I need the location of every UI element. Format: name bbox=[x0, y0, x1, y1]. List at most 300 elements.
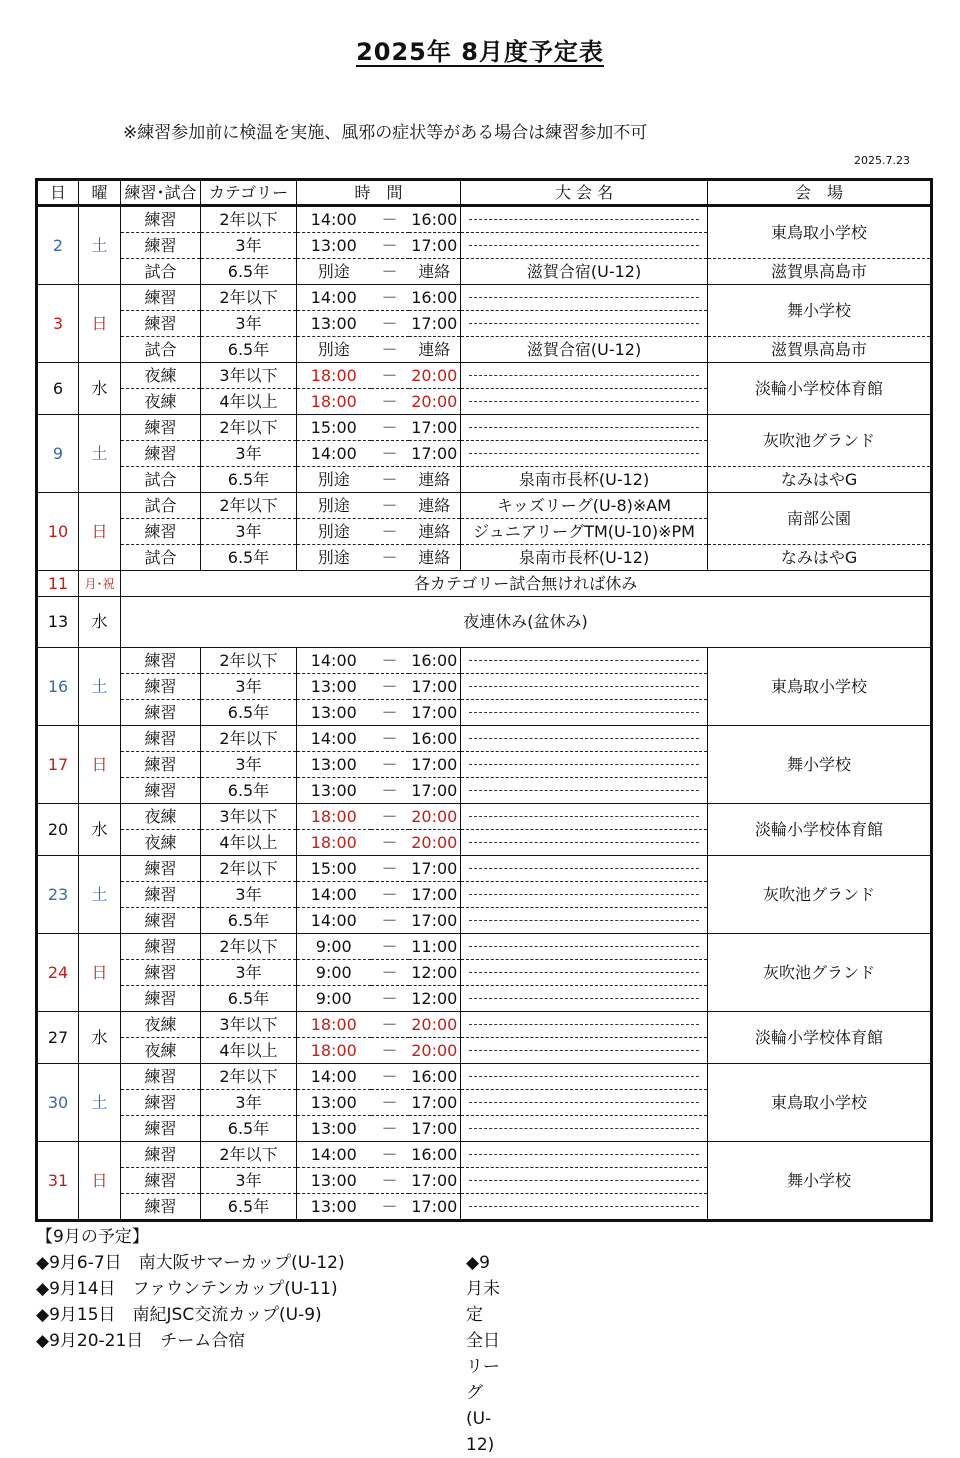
day-cell: 13 bbox=[37, 597, 79, 648]
time-start-cell: 15:00 bbox=[297, 856, 371, 882]
table-row bbox=[37, 415, 932, 441]
time-start-cell: 15:00 bbox=[297, 415, 371, 441]
time-start-cell: 18:00 bbox=[297, 1038, 371, 1064]
type-cell: 練習 bbox=[121, 1142, 201, 1168]
time-start-cell: 13:00 bbox=[297, 1116, 371, 1142]
venue-cell: なみはやG bbox=[708, 467, 932, 493]
time-end-cell: 16:00 bbox=[409, 285, 461, 311]
time-start-cell: 13:00 bbox=[297, 233, 371, 259]
empty-event-line bbox=[469, 920, 699, 921]
time-end-cell: 17:00 bbox=[409, 415, 461, 441]
event-cell: 泉南市長杯(U-12) bbox=[461, 545, 708, 571]
type-cell: 練習 bbox=[121, 882, 201, 908]
day-cell: 24 bbox=[37, 934, 79, 1012]
type-cell: 夜練 bbox=[121, 1012, 201, 1038]
table-row bbox=[37, 1012, 932, 1038]
event-cell-empty bbox=[461, 1012, 708, 1038]
page-title: 2025年 8月度予定表 bbox=[356, 38, 604, 66]
time-dash-cell: － bbox=[371, 545, 409, 571]
category-cell: 4年以上 bbox=[201, 389, 297, 415]
type-cell: 練習 bbox=[121, 960, 201, 986]
event-cell: ジュニアリーグTM(U-10)※PM bbox=[461, 519, 708, 545]
type-cell: 練習 bbox=[121, 285, 201, 311]
time-dash-cell: － bbox=[371, 648, 409, 674]
table-row bbox=[37, 648, 932, 674]
empty-event-line bbox=[469, 712, 699, 713]
table-row bbox=[37, 493, 932, 519]
type-cell: 練習 bbox=[121, 1064, 201, 1090]
time-start-cell: 別途 bbox=[297, 337, 371, 363]
time-start-cell: 14:00 bbox=[297, 726, 371, 752]
day-cell: 2 bbox=[37, 206, 79, 285]
time-dash-cell: － bbox=[371, 493, 409, 519]
type-cell: 練習 bbox=[121, 233, 201, 259]
table-row bbox=[37, 363, 932, 389]
empty-event-line bbox=[469, 816, 699, 817]
weekday-cell: 水 bbox=[79, 363, 121, 415]
category-cell: 6.5年 bbox=[201, 908, 297, 934]
footer-item: ◆9月6-7日 南大阪サマーカップ(U-12) bbox=[36, 1253, 345, 1273]
category-cell: 6.5年 bbox=[201, 1116, 297, 1142]
time-dash-cell: － bbox=[371, 285, 409, 311]
time-end-cell: 連絡 bbox=[409, 519, 461, 545]
time-end-cell: 16:00 bbox=[409, 1064, 461, 1090]
category-cell: 2年以下 bbox=[201, 206, 297, 233]
category-cell: 4年以上 bbox=[201, 830, 297, 856]
day-cell: 23 bbox=[37, 856, 79, 934]
time-start-cell: 13:00 bbox=[297, 1168, 371, 1194]
table-row bbox=[37, 856, 932, 882]
time-start-cell: 別途 bbox=[297, 519, 371, 545]
venue-cell: 淡輪小学校体育館 bbox=[708, 804, 932, 856]
time-end-cell: 連絡 bbox=[409, 493, 461, 519]
venue-cell: 舞小学校 bbox=[708, 285, 932, 337]
event-cell-empty bbox=[461, 233, 708, 259]
type-cell: 試合 bbox=[121, 493, 201, 519]
header-category: カテゴリー bbox=[201, 180, 297, 206]
event-cell-empty bbox=[461, 1038, 708, 1064]
empty-event-line bbox=[469, 297, 699, 298]
category-cell: 2年以下 bbox=[201, 1142, 297, 1168]
time-end-cell: 20:00 bbox=[409, 830, 461, 856]
time-start-cell: 13:00 bbox=[297, 1194, 371, 1221]
time-end-cell: 17:00 bbox=[409, 856, 461, 882]
time-start-cell: 13:00 bbox=[297, 311, 371, 337]
weekday-cell: 日 bbox=[79, 285, 121, 363]
category-cell: 6.5年 bbox=[201, 259, 297, 285]
time-dash-cell: － bbox=[371, 674, 409, 700]
time-end-cell: 20:00 bbox=[409, 1012, 461, 1038]
day-cell: 20 bbox=[37, 804, 79, 856]
table-row bbox=[37, 337, 932, 363]
category-cell: 3年 bbox=[201, 960, 297, 986]
type-cell: 練習 bbox=[121, 726, 201, 752]
time-end-cell: 20:00 bbox=[409, 363, 461, 389]
time-start-cell: 13:00 bbox=[297, 700, 371, 726]
event-cell: 滋賀合宿(U-12) bbox=[461, 259, 708, 285]
venue-cell: 淡輪小学校体育館 bbox=[708, 1012, 932, 1064]
weekday-cell: 日 bbox=[79, 493, 121, 571]
weekday-cell: 土 bbox=[79, 415, 121, 493]
empty-event-line bbox=[469, 1076, 699, 1077]
time-end-cell: 17:00 bbox=[409, 441, 461, 467]
empty-event-line bbox=[469, 790, 699, 791]
venue-cell: 灰吹池グランド bbox=[708, 934, 932, 1012]
event-cell-empty bbox=[461, 726, 708, 752]
event-cell: 滋賀合宿(U-12) bbox=[461, 337, 708, 363]
event-cell-empty bbox=[461, 285, 708, 311]
type-cell: 試合 bbox=[121, 337, 201, 363]
time-end-cell: 11:00 bbox=[409, 934, 461, 960]
type-cell: 夜練 bbox=[121, 804, 201, 830]
time-start-cell: 14:00 bbox=[297, 1064, 371, 1090]
time-dash-cell: － bbox=[371, 752, 409, 778]
venue-cell: 滋賀県高島市 bbox=[708, 259, 932, 285]
event-cell-empty bbox=[461, 856, 708, 882]
footer-item: ◆9月20-21日 チーム合宿 bbox=[36, 1331, 246, 1351]
event-cell-empty bbox=[461, 934, 708, 960]
table-row bbox=[37, 804, 932, 830]
time-start-cell: 18:00 bbox=[297, 389, 371, 415]
time-start-cell: 14:00 bbox=[297, 441, 371, 467]
empty-event-line bbox=[469, 686, 699, 687]
day-cell: 30 bbox=[37, 1064, 79, 1142]
day-cell: 27 bbox=[37, 1012, 79, 1064]
empty-event-line bbox=[469, 375, 699, 376]
venue-cell: 淡輪小学校体育館 bbox=[708, 363, 932, 415]
event-cell-empty bbox=[461, 389, 708, 415]
weekday-cell: 日 bbox=[79, 726, 121, 804]
type-cell: 練習 bbox=[121, 752, 201, 778]
empty-event-line bbox=[469, 894, 699, 895]
time-end-cell: 12:00 bbox=[409, 986, 461, 1012]
empty-event-line bbox=[469, 1128, 699, 1129]
time-end-cell: 17:00 bbox=[409, 233, 461, 259]
category-cell: 6.5年 bbox=[201, 778, 297, 804]
event-cell-empty bbox=[461, 206, 708, 233]
header-day: 日 bbox=[37, 180, 79, 206]
event-cell-empty bbox=[461, 415, 708, 441]
day-cell: 10 bbox=[37, 493, 79, 571]
empty-event-line bbox=[469, 219, 699, 220]
time-start-cell: 13:00 bbox=[297, 674, 371, 700]
time-start-cell: 9:00 bbox=[297, 986, 371, 1012]
time-dash-cell: － bbox=[371, 986, 409, 1012]
time-start-cell: 別途 bbox=[297, 259, 371, 285]
event-cell-empty bbox=[461, 311, 708, 337]
time-dash-cell: － bbox=[371, 337, 409, 363]
time-start-cell: 別途 bbox=[297, 493, 371, 519]
category-cell: 3年 bbox=[201, 311, 297, 337]
september-schedule bbox=[36, 1224, 500, 1455]
time-start-cell: 14:00 bbox=[297, 206, 371, 233]
time-start-cell: 別途 bbox=[297, 545, 371, 571]
empty-event-line bbox=[469, 1102, 699, 1103]
time-end-cell: 20:00 bbox=[409, 1038, 461, 1064]
time-end-cell: 連絡 bbox=[409, 259, 461, 285]
event-cell-empty bbox=[461, 882, 708, 908]
footer-item: ◆9月14日 ファウンテンカップ(U-11) bbox=[36, 1279, 338, 1299]
empty-event-line bbox=[469, 1024, 699, 1025]
time-end-cell: 17:00 bbox=[409, 311, 461, 337]
event-cell-empty bbox=[461, 908, 708, 934]
weekday-cell: 水 bbox=[79, 1012, 121, 1064]
type-cell: 夜練 bbox=[121, 363, 201, 389]
event-cell-empty bbox=[461, 1090, 708, 1116]
table-row bbox=[37, 259, 932, 285]
time-end-cell: 17:00 bbox=[409, 1116, 461, 1142]
event-cell-empty bbox=[461, 363, 708, 389]
type-cell: 練習 bbox=[121, 441, 201, 467]
event-cell-empty bbox=[461, 441, 708, 467]
time-end-cell: 20:00 bbox=[409, 389, 461, 415]
header-time: 時 間 bbox=[297, 180, 461, 206]
time-dash-cell: － bbox=[371, 1194, 409, 1221]
time-end-cell: 17:00 bbox=[409, 908, 461, 934]
event-cell-empty bbox=[461, 986, 708, 1012]
weekday-cell: 土 bbox=[79, 1064, 121, 1142]
type-cell: 練習 bbox=[121, 1090, 201, 1116]
type-cell: 試合 bbox=[121, 259, 201, 285]
category-cell: 2年以下 bbox=[201, 934, 297, 960]
type-cell: 練習 bbox=[121, 778, 201, 804]
event-cell-empty bbox=[461, 1064, 708, 1090]
holiday-note: 各カテゴリー試合無ければ休み bbox=[121, 571, 932, 597]
time-start-cell: 別途 bbox=[297, 467, 371, 493]
time-end-cell: 17:00 bbox=[409, 700, 461, 726]
venue-cell: 東鳥取小学校 bbox=[708, 206, 932, 259]
type-cell: 練習 bbox=[121, 674, 201, 700]
footer-item: ◆9月15日 南紀JSC交流カップ(U-9) bbox=[36, 1305, 322, 1325]
venue-cell: 灰吹池グランド bbox=[708, 856, 932, 934]
category-cell: 4年以上 bbox=[201, 1038, 297, 1064]
event-cell-empty bbox=[461, 674, 708, 700]
table-row bbox=[37, 1064, 932, 1090]
time-dash-cell: － bbox=[371, 1012, 409, 1038]
time-end-cell: 連絡 bbox=[409, 337, 461, 363]
venue-cell: 南部公園 bbox=[708, 493, 932, 545]
type-cell: 練習 bbox=[121, 206, 201, 233]
time-dash-cell: － bbox=[371, 882, 409, 908]
footer-item-right: ◆9月未定 全日リーグ(U-12) bbox=[466, 1253, 500, 1455]
type-cell: 練習 bbox=[121, 1116, 201, 1142]
time-end-cell: 17:00 bbox=[409, 674, 461, 700]
type-cell: 練習 bbox=[121, 311, 201, 337]
category-cell: 6.5年 bbox=[201, 1194, 297, 1221]
type-cell: 試合 bbox=[121, 467, 201, 493]
time-end-cell: 12:00 bbox=[409, 960, 461, 986]
category-cell: 6.5年 bbox=[201, 337, 297, 363]
venue-cell: 滋賀県高島市 bbox=[708, 337, 932, 363]
type-cell: 練習 bbox=[121, 856, 201, 882]
category-cell: 3年 bbox=[201, 752, 297, 778]
time-end-cell: 16:00 bbox=[409, 1142, 461, 1168]
event-cell-empty bbox=[461, 752, 708, 778]
weekday-cell: 土 bbox=[79, 648, 121, 726]
time-dash-cell: － bbox=[371, 830, 409, 856]
event-cell-empty bbox=[461, 778, 708, 804]
time-dash-cell: － bbox=[371, 519, 409, 545]
notice-text: ※練習参加前に検温を実施、風邪の症状等がある場合は練習参加不可 bbox=[123, 123, 648, 143]
empty-event-line bbox=[469, 453, 699, 454]
empty-event-line bbox=[469, 1154, 699, 1155]
venue-cell: 灰吹池グランド bbox=[708, 415, 932, 467]
type-cell: 夜練 bbox=[121, 830, 201, 856]
table-row bbox=[37, 285, 932, 311]
event-cell-empty bbox=[461, 648, 708, 674]
time-start-cell: 9:00 bbox=[297, 960, 371, 986]
holiday-row bbox=[37, 571, 932, 597]
time-start-cell: 18:00 bbox=[297, 804, 371, 830]
day-cell: 16 bbox=[37, 648, 79, 726]
empty-event-line bbox=[469, 842, 699, 843]
category-cell: 3年以下 bbox=[201, 1012, 297, 1038]
category-cell: 3年 bbox=[201, 1168, 297, 1194]
table-row bbox=[37, 934, 932, 960]
time-dash-cell: － bbox=[371, 389, 409, 415]
weekday-cell: 水 bbox=[79, 804, 121, 856]
venue-cell: 東鳥取小学校 bbox=[708, 1064, 932, 1142]
weekday-cell: 月･祝 bbox=[79, 571, 121, 597]
event-cell-empty bbox=[461, 960, 708, 986]
type-cell: 練習 bbox=[121, 415, 201, 441]
time-dash-cell: － bbox=[371, 778, 409, 804]
table-row bbox=[37, 467, 932, 493]
empty-event-line bbox=[469, 764, 699, 765]
event-cell-empty bbox=[461, 1194, 708, 1221]
time-end-cell: 連絡 bbox=[409, 467, 461, 493]
event-cell-empty bbox=[461, 700, 708, 726]
category-cell: 3年以下 bbox=[201, 804, 297, 830]
day-cell: 17 bbox=[37, 726, 79, 804]
weekday-cell: 土 bbox=[79, 856, 121, 934]
type-cell: 練習 bbox=[121, 908, 201, 934]
weekday-cell: 日 bbox=[79, 934, 121, 1012]
empty-event-line bbox=[469, 868, 699, 869]
empty-event-line bbox=[469, 427, 699, 428]
venue-cell: なみはやG bbox=[708, 545, 932, 571]
category-cell: 2年以下 bbox=[201, 285, 297, 311]
empty-event-line bbox=[469, 998, 699, 999]
time-end-cell: 17:00 bbox=[409, 1194, 461, 1221]
time-dash-cell: － bbox=[371, 856, 409, 882]
category-cell: 3年 bbox=[201, 441, 297, 467]
time-end-cell: 20:00 bbox=[409, 804, 461, 830]
time-dash-cell: － bbox=[371, 1038, 409, 1064]
category-cell: 2年以下 bbox=[201, 726, 297, 752]
category-cell: 2年以下 bbox=[201, 415, 297, 441]
schedule-table bbox=[35, 178, 933, 1222]
table-header-row bbox=[37, 180, 932, 206]
category-cell: 6.5年 bbox=[201, 986, 297, 1012]
time-dash-cell: － bbox=[371, 233, 409, 259]
time-start-cell: 13:00 bbox=[297, 1090, 371, 1116]
day-cell: 31 bbox=[37, 1142, 79, 1221]
footer-heading: 【9月の予定】 bbox=[36, 1227, 149, 1247]
empty-event-line bbox=[469, 245, 699, 246]
day-cell: 11 bbox=[37, 571, 79, 597]
time-end-cell: 17:00 bbox=[409, 1168, 461, 1194]
time-dash-cell: － bbox=[371, 934, 409, 960]
category-cell: 2年以下 bbox=[201, 1064, 297, 1090]
time-dash-cell: － bbox=[371, 726, 409, 752]
category-cell: 3年 bbox=[201, 519, 297, 545]
time-start-cell: 9:00 bbox=[297, 934, 371, 960]
category-cell: 3年 bbox=[201, 1090, 297, 1116]
empty-event-line bbox=[469, 660, 699, 661]
time-end-cell: 16:00 bbox=[409, 726, 461, 752]
time-start-cell: 14:00 bbox=[297, 285, 371, 311]
time-dash-cell: － bbox=[371, 960, 409, 986]
header-type: 練習･試合 bbox=[121, 180, 201, 206]
category-cell: 3年以下 bbox=[201, 363, 297, 389]
category-cell: 2年以下 bbox=[201, 856, 297, 882]
type-cell: 練習 bbox=[121, 934, 201, 960]
event-cell-empty bbox=[461, 1168, 708, 1194]
category-cell: 3年 bbox=[201, 674, 297, 700]
time-dash-cell: － bbox=[371, 1142, 409, 1168]
category-cell: 6.5年 bbox=[201, 545, 297, 571]
event-cell-empty bbox=[461, 1142, 708, 1168]
time-dash-cell: － bbox=[371, 363, 409, 389]
weekday-cell: 水 bbox=[79, 597, 121, 648]
time-start-cell: 18:00 bbox=[297, 1012, 371, 1038]
time-end-cell: 17:00 bbox=[409, 882, 461, 908]
time-dash-cell: － bbox=[371, 700, 409, 726]
time-start-cell: 14:00 bbox=[297, 908, 371, 934]
type-cell: 練習 bbox=[121, 519, 201, 545]
empty-event-line bbox=[469, 946, 699, 947]
event-cell-empty bbox=[461, 830, 708, 856]
type-cell: 夜練 bbox=[121, 1038, 201, 1064]
event-cell: キッズリーグ(U-8)※AM bbox=[461, 493, 708, 519]
time-dash-cell: － bbox=[371, 259, 409, 285]
time-dash-cell: － bbox=[371, 804, 409, 830]
empty-event-line bbox=[469, 972, 699, 973]
day-cell: 6 bbox=[37, 363, 79, 415]
event-cell-empty bbox=[461, 804, 708, 830]
type-cell: 練習 bbox=[121, 1194, 201, 1221]
time-dash-cell: － bbox=[371, 1090, 409, 1116]
category-cell: 6.5年 bbox=[201, 467, 297, 493]
empty-event-line bbox=[469, 1180, 699, 1181]
type-cell: 試合 bbox=[121, 545, 201, 571]
time-start-cell: 14:00 bbox=[297, 1142, 371, 1168]
time-dash-cell: － bbox=[371, 206, 409, 233]
category-cell: 6.5年 bbox=[201, 700, 297, 726]
weekday-cell: 土 bbox=[79, 206, 121, 285]
venue-cell: 舞小学校 bbox=[708, 726, 932, 804]
time-dash-cell: － bbox=[371, 415, 409, 441]
time-end-cell: 17:00 bbox=[409, 778, 461, 804]
time-start-cell: 13:00 bbox=[297, 778, 371, 804]
type-cell: 練習 bbox=[121, 700, 201, 726]
time-start-cell: 13:00 bbox=[297, 752, 371, 778]
category-cell: 2年以下 bbox=[201, 493, 297, 519]
empty-event-line bbox=[469, 738, 699, 739]
type-cell: 練習 bbox=[121, 986, 201, 1012]
type-cell: 練習 bbox=[121, 648, 201, 674]
weekday-cell: 日 bbox=[79, 1142, 121, 1221]
time-start-cell: 14:00 bbox=[297, 882, 371, 908]
empty-event-line bbox=[469, 401, 699, 402]
header-event: 大 会 名 bbox=[461, 180, 708, 206]
time-end-cell: 17:00 bbox=[409, 752, 461, 778]
time-end-cell: 連絡 bbox=[409, 545, 461, 571]
type-cell: 練習 bbox=[121, 1168, 201, 1194]
empty-event-line bbox=[469, 1206, 699, 1207]
category-cell: 3年 bbox=[201, 882, 297, 908]
